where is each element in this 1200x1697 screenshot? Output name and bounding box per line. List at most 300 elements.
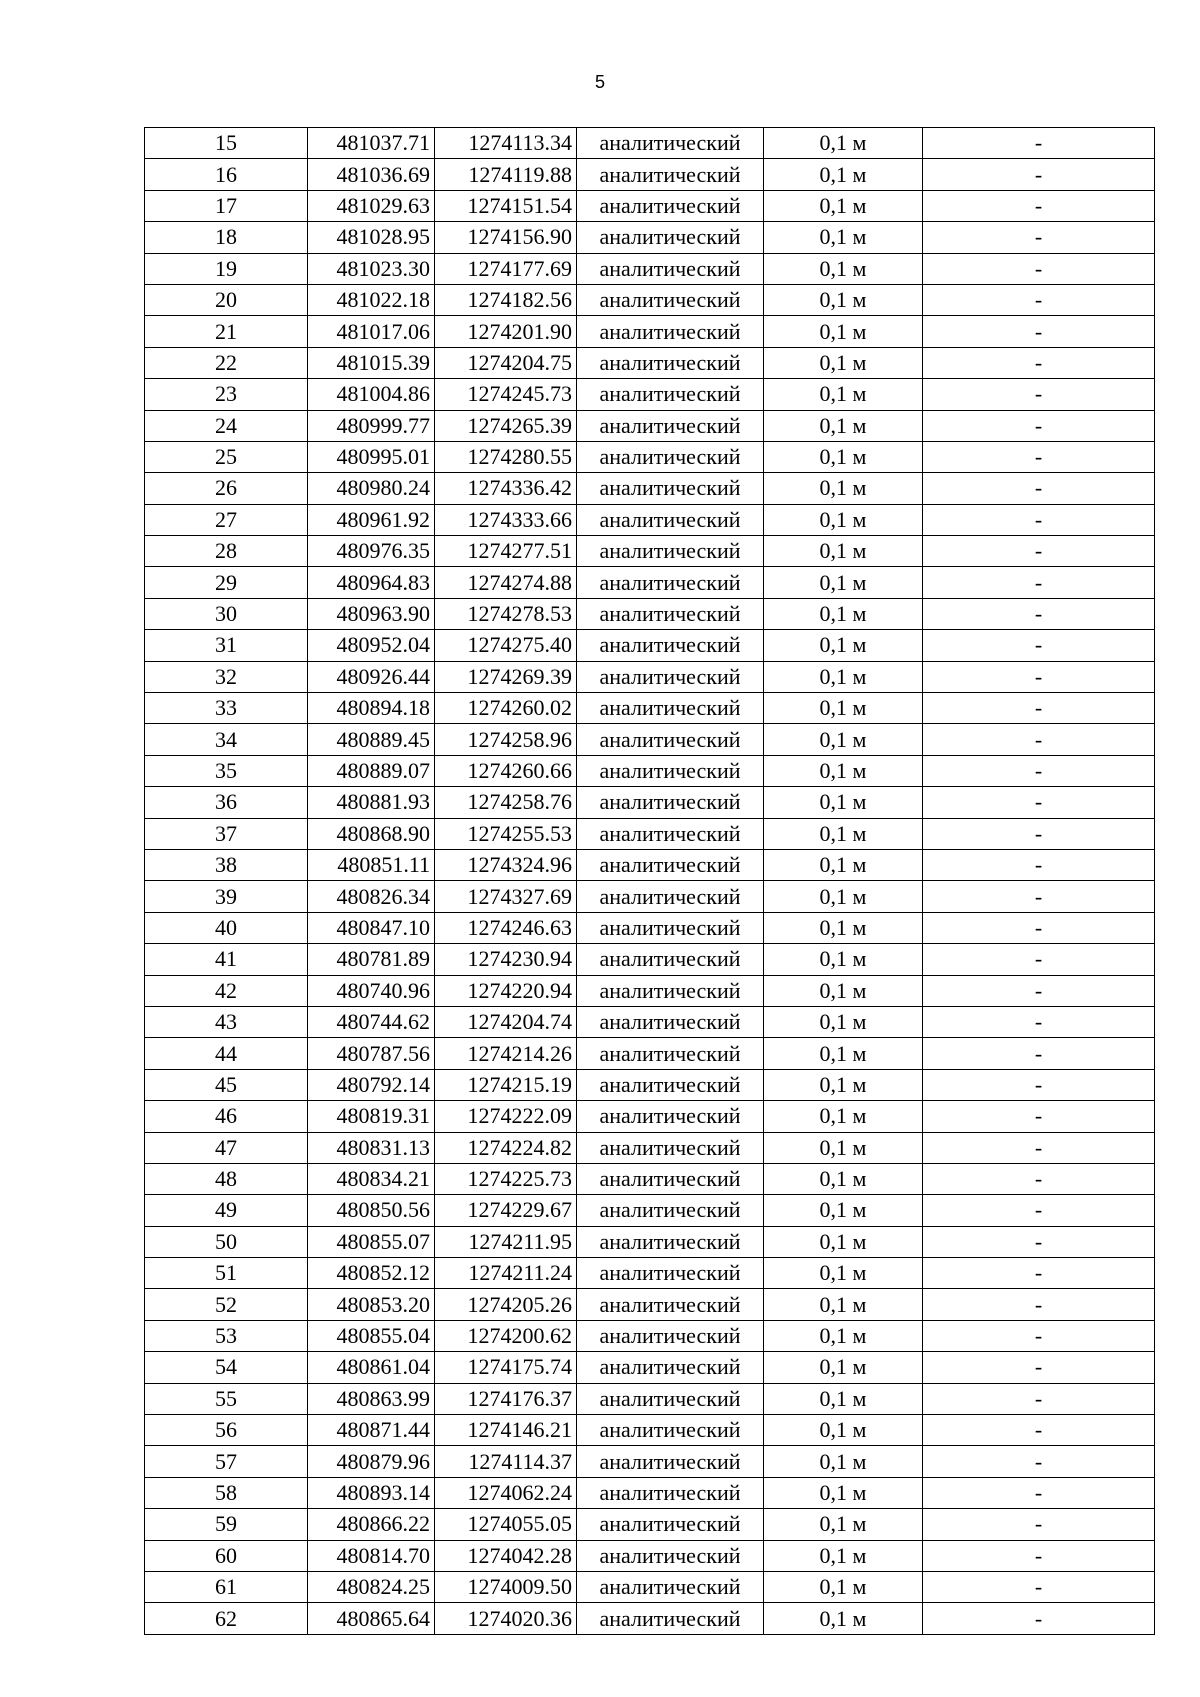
y-coordinate-cell: 1274182.56 — [435, 284, 577, 315]
note-cell: - — [923, 1540, 1155, 1571]
table-row — [145, 881, 1155, 912]
note-cell: - — [923, 787, 1155, 818]
method-cell: аналитический — [577, 944, 764, 975]
accuracy-cell: 0,1 м — [764, 1509, 923, 1540]
y-coordinate-cell: 1274009.50 — [435, 1571, 577, 1602]
y-coordinate-cell: 1274114.37 — [435, 1446, 577, 1477]
y-coordinate-cell: 1274258.96 — [435, 724, 577, 755]
x-coordinate-cell: 480926.44 — [308, 661, 435, 692]
point-number-cell: 26 — [145, 473, 308, 504]
note-cell: - — [923, 598, 1155, 629]
table-row — [145, 1069, 1155, 1100]
table-row — [145, 1258, 1155, 1289]
accuracy-cell: 0,1 м — [764, 1195, 923, 1226]
accuracy-cell: 0,1 м — [764, 724, 923, 755]
point-number-cell: 22 — [145, 347, 308, 378]
accuracy-cell: 0,1 м — [764, 222, 923, 253]
point-number-cell: 48 — [145, 1163, 308, 1194]
accuracy-cell: 0,1 м — [764, 818, 923, 849]
method-cell: аналитический — [577, 975, 764, 1006]
y-coordinate-cell: 1274265.39 — [435, 410, 577, 441]
method-cell: аналитический — [577, 787, 764, 818]
x-coordinate-cell: 480865.64 — [308, 1603, 435, 1634]
note-cell: - — [923, 1603, 1155, 1634]
note-cell: - — [923, 975, 1155, 1006]
note-cell: - — [923, 1446, 1155, 1477]
x-coordinate-cell: 481036.69 — [308, 159, 435, 190]
x-coordinate-cell: 480826.34 — [308, 881, 435, 912]
accuracy-cell: 0,1 м — [764, 1289, 923, 1320]
point-number-cell: 29 — [145, 567, 308, 598]
note-cell: - — [923, 1352, 1155, 1383]
point-number-cell: 40 — [145, 912, 308, 943]
table-row — [145, 1289, 1155, 1320]
method-cell: аналитический — [577, 1540, 764, 1571]
point-number-cell: 20 — [145, 284, 308, 315]
y-coordinate-cell: 1274260.02 — [435, 693, 577, 724]
point-number-cell: 37 — [145, 818, 308, 849]
y-coordinate-cell: 1274246.63 — [435, 912, 577, 943]
y-coordinate-cell: 1274204.74 — [435, 1006, 577, 1037]
table-row — [145, 912, 1155, 943]
accuracy-cell: 0,1 м — [764, 536, 923, 567]
accuracy-cell: 0,1 м — [764, 1006, 923, 1037]
table-row — [145, 944, 1155, 975]
accuracy-cell: 0,1 м — [764, 849, 923, 880]
accuracy-cell: 0,1 м — [764, 1038, 923, 1069]
method-cell: аналитический — [577, 1069, 764, 1100]
point-number-cell: 55 — [145, 1383, 308, 1414]
note-cell: - — [923, 1509, 1155, 1540]
x-coordinate-cell: 480952.04 — [308, 630, 435, 661]
note-cell: - — [923, 222, 1155, 253]
method-cell: аналитический — [577, 1320, 764, 1351]
accuracy-cell: 0,1 м — [764, 975, 923, 1006]
x-coordinate-cell: 480834.21 — [308, 1163, 435, 1194]
accuracy-cell: 0,1 м — [764, 1226, 923, 1257]
note-cell: - — [923, 567, 1155, 598]
note-cell: - — [923, 410, 1155, 441]
point-number-cell: 47 — [145, 1132, 308, 1163]
method-cell: аналитический — [577, 1038, 764, 1069]
table-row — [145, 1101, 1155, 1132]
accuracy-cell: 0,1 м — [764, 881, 923, 912]
note-cell: - — [923, 1415, 1155, 1446]
accuracy-cell: 0,1 м — [764, 410, 923, 441]
y-coordinate-cell: 1274214.26 — [435, 1038, 577, 1069]
y-coordinate-cell: 1274224.82 — [435, 1132, 577, 1163]
table-row — [145, 284, 1155, 315]
accuracy-cell: 0,1 м — [764, 284, 923, 315]
table-row — [145, 661, 1155, 692]
y-coordinate-cell: 1274175.74 — [435, 1352, 577, 1383]
point-number-cell: 19 — [145, 253, 308, 284]
method-cell: аналитический — [577, 379, 764, 410]
note-cell: - — [923, 912, 1155, 943]
method-cell: аналитический — [577, 222, 764, 253]
method-cell: аналитический — [577, 1383, 764, 1414]
y-coordinate-cell: 1274336.42 — [435, 473, 577, 504]
accuracy-cell: 0,1 м — [764, 504, 923, 535]
note-cell: - — [923, 693, 1155, 724]
method-cell: аналитический — [577, 159, 764, 190]
y-coordinate-cell: 1274113.34 — [435, 128, 577, 159]
accuracy-cell: 0,1 м — [764, 1540, 923, 1571]
note-cell: - — [923, 755, 1155, 786]
y-coordinate-cell: 1274220.94 — [435, 975, 577, 1006]
y-coordinate-cell: 1274055.05 — [435, 1509, 577, 1540]
point-number-cell: 34 — [145, 724, 308, 755]
method-cell: аналитический — [577, 1289, 764, 1320]
y-coordinate-cell: 1274333.66 — [435, 504, 577, 535]
accuracy-cell: 0,1 м — [764, 1069, 923, 1100]
method-cell: аналитический — [577, 253, 764, 284]
note-cell: - — [923, 128, 1155, 159]
accuracy-cell: 0,1 м — [764, 755, 923, 786]
point-number-cell: 51 — [145, 1258, 308, 1289]
table-row — [145, 1006, 1155, 1037]
y-coordinate-cell: 1274324.96 — [435, 849, 577, 880]
point-number-cell: 56 — [145, 1415, 308, 1446]
table-row — [145, 1163, 1155, 1194]
note-cell: - — [923, 818, 1155, 849]
table-row — [145, 567, 1155, 598]
accuracy-cell: 0,1 м — [764, 473, 923, 504]
table-row — [145, 1571, 1155, 1602]
point-number-cell: 32 — [145, 661, 308, 692]
point-number-cell: 21 — [145, 316, 308, 347]
method-cell: аналитический — [577, 1006, 764, 1037]
method-cell: аналитический — [577, 661, 764, 692]
method-cell: аналитический — [577, 504, 764, 535]
table-row — [145, 598, 1155, 629]
accuracy-cell: 0,1 м — [764, 630, 923, 661]
table-row — [145, 630, 1155, 661]
point-number-cell: 36 — [145, 787, 308, 818]
note-cell: - — [923, 536, 1155, 567]
point-number-cell: 44 — [145, 1038, 308, 1069]
y-coordinate-cell: 1274151.54 — [435, 190, 577, 221]
point-number-cell: 38 — [145, 849, 308, 880]
x-coordinate-cell: 480889.45 — [308, 724, 435, 755]
note-cell: - — [923, 1571, 1155, 1602]
y-coordinate-cell: 1274211.24 — [435, 1258, 577, 1289]
accuracy-cell: 0,1 м — [764, 693, 923, 724]
point-number-cell: 35 — [145, 755, 308, 786]
y-coordinate-cell: 1274280.55 — [435, 441, 577, 472]
x-coordinate-cell: 480894.18 — [308, 693, 435, 724]
note-cell: - — [923, 253, 1155, 284]
table-row — [145, 1226, 1155, 1257]
accuracy-cell: 0,1 м — [764, 1132, 923, 1163]
table-row — [145, 975, 1155, 1006]
x-coordinate-cell: 480787.56 — [308, 1038, 435, 1069]
note-cell: - — [923, 944, 1155, 975]
x-coordinate-cell: 480744.62 — [308, 1006, 435, 1037]
method-cell: аналитический — [577, 755, 764, 786]
x-coordinate-cell: 480853.20 — [308, 1289, 435, 1320]
x-coordinate-cell: 481004.86 — [308, 379, 435, 410]
point-number-cell: 30 — [145, 598, 308, 629]
point-number-cell: 15 — [145, 128, 308, 159]
point-number-cell: 62 — [145, 1603, 308, 1634]
method-cell: аналитический — [577, 316, 764, 347]
note-cell: - — [923, 284, 1155, 315]
table-row — [145, 1415, 1155, 1446]
x-coordinate-cell: 480889.07 — [308, 755, 435, 786]
x-coordinate-cell: 480980.24 — [308, 473, 435, 504]
method-cell: аналитический — [577, 818, 764, 849]
x-coordinate-cell: 480861.04 — [308, 1352, 435, 1383]
point-number-cell: 49 — [145, 1195, 308, 1226]
accuracy-cell: 0,1 м — [764, 253, 923, 284]
method-cell: аналитический — [577, 1352, 764, 1383]
point-number-cell: 39 — [145, 881, 308, 912]
point-number-cell: 61 — [145, 1571, 308, 1602]
note-cell: - — [923, 347, 1155, 378]
method-cell: аналитический — [577, 190, 764, 221]
point-number-cell: 60 — [145, 1540, 308, 1571]
point-number-cell: 43 — [145, 1006, 308, 1037]
method-cell: аналитический — [577, 1509, 764, 1540]
y-coordinate-cell: 1274278.53 — [435, 598, 577, 629]
accuracy-cell: 0,1 м — [764, 1571, 923, 1602]
method-cell: аналитический — [577, 1603, 764, 1634]
note-cell: - — [923, 473, 1155, 504]
method-cell: аналитический — [577, 912, 764, 943]
method-cell: аналитический — [577, 441, 764, 472]
note-cell: - — [923, 441, 1155, 472]
point-number-cell: 59 — [145, 1509, 308, 1540]
note-cell: - — [923, 1320, 1155, 1351]
y-coordinate-cell: 1274327.69 — [435, 881, 577, 912]
method-cell: аналитический — [577, 724, 764, 755]
method-cell: аналитический — [577, 284, 764, 315]
page-number: 5 — [594, 72, 605, 92]
accuracy-cell: 0,1 м — [764, 379, 923, 410]
x-coordinate-cell: 481029.63 — [308, 190, 435, 221]
accuracy-cell: 0,1 м — [764, 159, 923, 190]
note-cell: - — [923, 1258, 1155, 1289]
accuracy-cell: 0,1 м — [764, 1446, 923, 1477]
method-cell: аналитический — [577, 1163, 764, 1194]
table-row — [145, 693, 1155, 724]
note-cell: - — [923, 1195, 1155, 1226]
accuracy-cell: 0,1 м — [764, 347, 923, 378]
accuracy-cell: 0,1 м — [764, 128, 923, 159]
table-row — [145, 190, 1155, 221]
note-cell: - — [923, 1383, 1155, 1414]
coordinates-table — [144, 127, 1155, 1635]
table-row — [145, 1132, 1155, 1163]
y-coordinate-cell: 1274230.94 — [435, 944, 577, 975]
x-coordinate-cell: 480871.44 — [308, 1415, 435, 1446]
accuracy-cell: 0,1 м — [764, 316, 923, 347]
x-coordinate-cell: 480893.14 — [308, 1477, 435, 1508]
accuracy-cell: 0,1 м — [764, 1415, 923, 1446]
table-row — [145, 849, 1155, 880]
y-coordinate-cell: 1274277.51 — [435, 536, 577, 567]
method-cell: аналитический — [577, 1477, 764, 1508]
x-coordinate-cell: 480855.07 — [308, 1226, 435, 1257]
y-coordinate-cell: 1274215.19 — [435, 1069, 577, 1100]
y-coordinate-cell: 1274258.76 — [435, 787, 577, 818]
note-cell: - — [923, 1069, 1155, 1100]
point-number-cell: 23 — [145, 379, 308, 410]
y-coordinate-cell: 1274255.53 — [435, 818, 577, 849]
y-coordinate-cell: 1274062.24 — [435, 1477, 577, 1508]
y-coordinate-cell: 1274204.75 — [435, 347, 577, 378]
table-row — [145, 755, 1155, 786]
x-coordinate-cell: 480831.13 — [308, 1132, 435, 1163]
x-coordinate-cell: 480995.01 — [308, 441, 435, 472]
x-coordinate-cell: 480963.90 — [308, 598, 435, 629]
table-row — [145, 410, 1155, 441]
y-coordinate-cell: 1274042.28 — [435, 1540, 577, 1571]
accuracy-cell: 0,1 м — [764, 598, 923, 629]
x-coordinate-cell: 480999.77 — [308, 410, 435, 441]
point-number-cell: 54 — [145, 1352, 308, 1383]
note-cell: - — [923, 1038, 1155, 1069]
point-number-cell: 46 — [145, 1101, 308, 1132]
note-cell: - — [923, 1289, 1155, 1320]
method-cell: аналитический — [577, 347, 764, 378]
method-cell: аналитический — [577, 473, 764, 504]
method-cell: аналитический — [577, 536, 764, 567]
accuracy-cell: 0,1 м — [764, 787, 923, 818]
accuracy-cell: 0,1 м — [764, 912, 923, 943]
point-number-cell: 57 — [145, 1446, 308, 1477]
note-cell: - — [923, 1006, 1155, 1037]
table-row — [145, 1195, 1155, 1226]
point-number-cell: 50 — [145, 1226, 308, 1257]
method-cell: аналитический — [577, 881, 764, 912]
method-cell: аналитический — [577, 1258, 764, 1289]
point-number-cell: 53 — [145, 1320, 308, 1351]
y-coordinate-cell: 1274225.73 — [435, 1163, 577, 1194]
x-coordinate-cell: 480961.92 — [308, 504, 435, 535]
point-number-cell: 31 — [145, 630, 308, 661]
table-row — [145, 253, 1155, 284]
y-coordinate-cell: 1274222.09 — [435, 1101, 577, 1132]
point-number-cell: 16 — [145, 159, 308, 190]
method-cell: аналитический — [577, 630, 764, 661]
method-cell: аналитический — [577, 410, 764, 441]
table-row — [145, 1383, 1155, 1414]
x-coordinate-cell: 481017.06 — [308, 316, 435, 347]
y-coordinate-cell: 1274156.90 — [435, 222, 577, 253]
method-cell: аналитический — [577, 1446, 764, 1477]
x-coordinate-cell: 480740.96 — [308, 975, 435, 1006]
method-cell: аналитический — [577, 1101, 764, 1132]
note-cell: - — [923, 849, 1155, 880]
note-cell: - — [923, 1477, 1155, 1508]
y-coordinate-cell: 1274245.73 — [435, 379, 577, 410]
table-row — [145, 787, 1155, 818]
x-coordinate-cell: 480855.04 — [308, 1320, 435, 1351]
x-coordinate-cell: 480847.10 — [308, 912, 435, 943]
table-row — [145, 724, 1155, 755]
x-coordinate-cell: 480819.31 — [308, 1101, 435, 1132]
method-cell: аналитический — [577, 1415, 764, 1446]
coordinates-table-body — [145, 128, 1155, 1635]
table-row — [145, 1509, 1155, 1540]
y-coordinate-cell: 1274176.37 — [435, 1383, 577, 1414]
y-coordinate-cell: 1274274.88 — [435, 567, 577, 598]
method-cell: аналитический — [577, 1132, 764, 1163]
table-row — [145, 441, 1155, 472]
point-number-cell: 45 — [145, 1069, 308, 1100]
method-cell: аналитический — [577, 1195, 764, 1226]
point-number-cell: 42 — [145, 975, 308, 1006]
point-number-cell: 58 — [145, 1477, 308, 1508]
method-cell: аналитический — [577, 693, 764, 724]
x-coordinate-cell: 480851.11 — [308, 849, 435, 880]
table-row — [145, 1603, 1155, 1634]
note-cell: - — [923, 190, 1155, 221]
accuracy-cell: 0,1 м — [764, 567, 923, 598]
x-coordinate-cell: 480868.90 — [308, 818, 435, 849]
accuracy-cell: 0,1 м — [764, 661, 923, 692]
x-coordinate-cell: 480879.96 — [308, 1446, 435, 1477]
note-cell: - — [923, 316, 1155, 347]
point-number-cell: 27 — [145, 504, 308, 535]
x-coordinate-cell: 480863.99 — [308, 1383, 435, 1414]
x-coordinate-cell: 480881.93 — [308, 787, 435, 818]
note-cell: - — [923, 630, 1155, 661]
table-row — [145, 504, 1155, 535]
note-cell: - — [923, 379, 1155, 410]
y-coordinate-cell: 1274200.62 — [435, 1320, 577, 1351]
method-cell: аналитический — [577, 1226, 764, 1257]
table-row — [145, 1320, 1155, 1351]
table-row — [145, 473, 1155, 504]
method-cell: аналитический — [577, 567, 764, 598]
table-row — [145, 1446, 1155, 1477]
accuracy-cell: 0,1 м — [764, 1477, 923, 1508]
x-coordinate-cell: 480852.12 — [308, 1258, 435, 1289]
y-coordinate-cell: 1274119.88 — [435, 159, 577, 190]
x-coordinate-cell: 481037.71 — [308, 128, 435, 159]
table-row — [145, 818, 1155, 849]
x-coordinate-cell: 480964.83 — [308, 567, 435, 598]
method-cell: аналитический — [577, 128, 764, 159]
point-number-cell: 24 — [145, 410, 308, 441]
note-cell: - — [923, 724, 1155, 755]
accuracy-cell: 0,1 м — [764, 190, 923, 221]
note-cell: - — [923, 661, 1155, 692]
note-cell: - — [923, 1101, 1155, 1132]
note-cell: - — [923, 1163, 1155, 1194]
accuracy-cell: 0,1 м — [764, 1320, 923, 1351]
x-coordinate-cell: 480792.14 — [308, 1069, 435, 1100]
accuracy-cell: 0,1 м — [764, 1383, 923, 1414]
x-coordinate-cell: 481015.39 — [308, 347, 435, 378]
y-coordinate-cell: 1274177.69 — [435, 253, 577, 284]
y-coordinate-cell: 1274275.40 — [435, 630, 577, 661]
table-row — [145, 536, 1155, 567]
table-row — [145, 159, 1155, 190]
y-coordinate-cell: 1274211.95 — [435, 1226, 577, 1257]
table-row — [145, 222, 1155, 253]
note-cell: - — [923, 159, 1155, 190]
x-coordinate-cell: 480781.89 — [308, 944, 435, 975]
accuracy-cell: 0,1 м — [764, 1258, 923, 1289]
note-cell: - — [923, 504, 1155, 535]
point-number-cell: 41 — [145, 944, 308, 975]
accuracy-cell: 0,1 м — [764, 1352, 923, 1383]
accuracy-cell: 0,1 м — [764, 1603, 923, 1634]
